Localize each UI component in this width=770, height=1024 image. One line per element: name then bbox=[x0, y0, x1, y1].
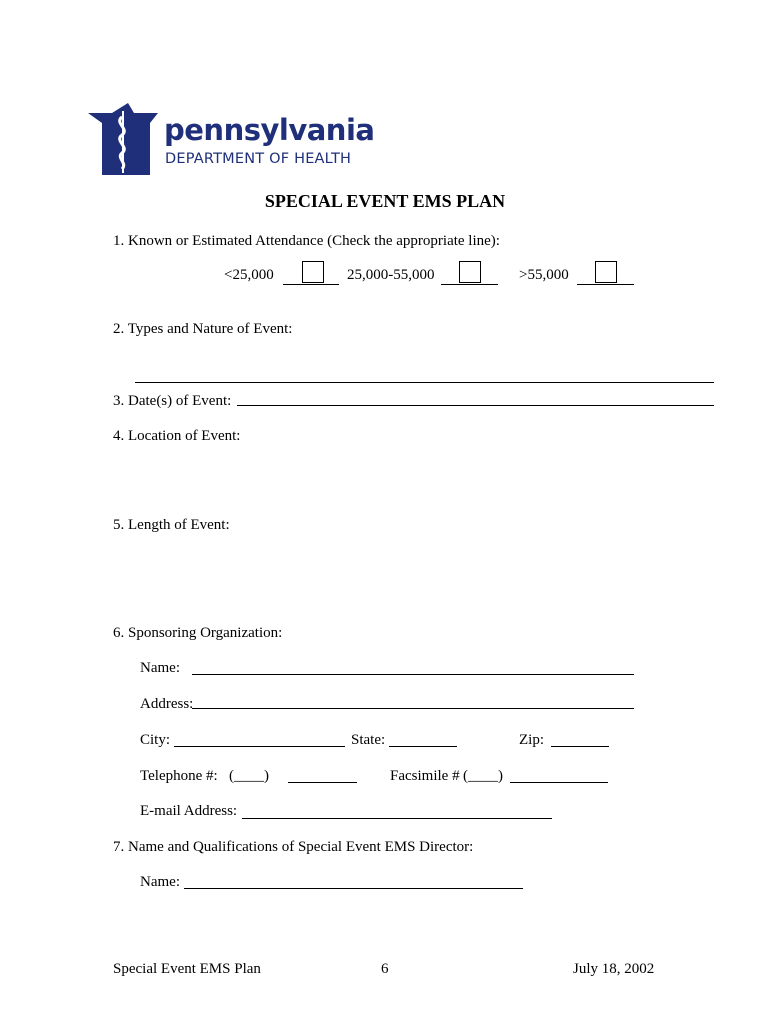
q5-label: 5. Length of Event: bbox=[113, 517, 230, 533]
q6-telephone-line[interactable] bbox=[288, 782, 357, 783]
page-title: SPECIAL EVENT EMS PLAN bbox=[264, 191, 506, 211]
q6-state-line[interactable] bbox=[389, 746, 457, 747]
q1-option-1-line bbox=[283, 284, 339, 285]
keystone-icon bbox=[88, 103, 158, 175]
q6-city-label: City: bbox=[140, 732, 171, 748]
q6-state-label: State: bbox=[351, 732, 386, 748]
q1-option-2-checkbox[interactable] bbox=[459, 261, 481, 283]
q6-facsimile-line[interactable] bbox=[510, 782, 608, 783]
logo-subtitle: DEPARTMENT OF HEALTH bbox=[165, 151, 352, 167]
q6-name-line[interactable] bbox=[192, 674, 634, 675]
footer-left: Special Event EMS Plan bbox=[113, 961, 261, 977]
q6-facsimile-area[interactable]: (____) bbox=[463, 768, 503, 784]
q1-option-3-line bbox=[577, 284, 634, 285]
q6-telephone-label: Telephone #: bbox=[140, 768, 218, 784]
q6-city-line[interactable] bbox=[174, 746, 345, 747]
q2-label: 2. Types and Nature of Event: bbox=[113, 321, 293, 337]
footer-page-number: 6 bbox=[381, 961, 389, 977]
q6-address-line[interactable] bbox=[192, 708, 634, 709]
logo-name: pennsylvania bbox=[164, 113, 375, 147]
q7-label: 7. Name and Qualifications of Special Event EMS Director: bbox=[113, 839, 474, 855]
q4-label: 4. Location of Event: bbox=[113, 428, 241, 444]
footer-date: July 18, 2002 bbox=[573, 961, 655, 977]
q6-zip-line[interactable] bbox=[551, 746, 609, 747]
q7-name-label: Name: bbox=[140, 874, 180, 890]
q7-name-line[interactable] bbox=[184, 888, 523, 889]
q1-option-3-checkbox[interactable] bbox=[595, 261, 617, 283]
q1-option-3-label: >55,000 bbox=[519, 267, 569, 283]
q3-label: 3. Date(s) of Event: bbox=[113, 393, 232, 409]
q1-label: 1. Known or Estimated Attendance (Check the appropriate line): bbox=[113, 233, 500, 249]
q6-name-label: Name: bbox=[140, 660, 180, 676]
q1-option-2-line bbox=[441, 284, 498, 285]
q1-option-1-label: <25,000 bbox=[224, 267, 274, 283]
q2-answer-line[interactable] bbox=[135, 382, 714, 383]
q3-answer-line[interactable] bbox=[237, 405, 714, 406]
q6-telephone-area[interactable]: (____) bbox=[229, 768, 269, 784]
q6-facsimile-label: Facsimile # bbox=[390, 768, 460, 784]
q6-email-label: E-mail Address: bbox=[140, 803, 238, 819]
q6-email-line[interactable] bbox=[242, 818, 552, 819]
pa-doh-logo bbox=[88, 103, 378, 175]
q6-address-label: Address: bbox=[140, 696, 194, 712]
q6-label: 6. Sponsoring Organization: bbox=[113, 625, 283, 641]
q1-option-1-checkbox[interactable] bbox=[302, 261, 324, 283]
q1-option-2-label: 25,000-55,000 bbox=[347, 267, 435, 283]
q6-zip-label: Zip: bbox=[519, 732, 544, 748]
